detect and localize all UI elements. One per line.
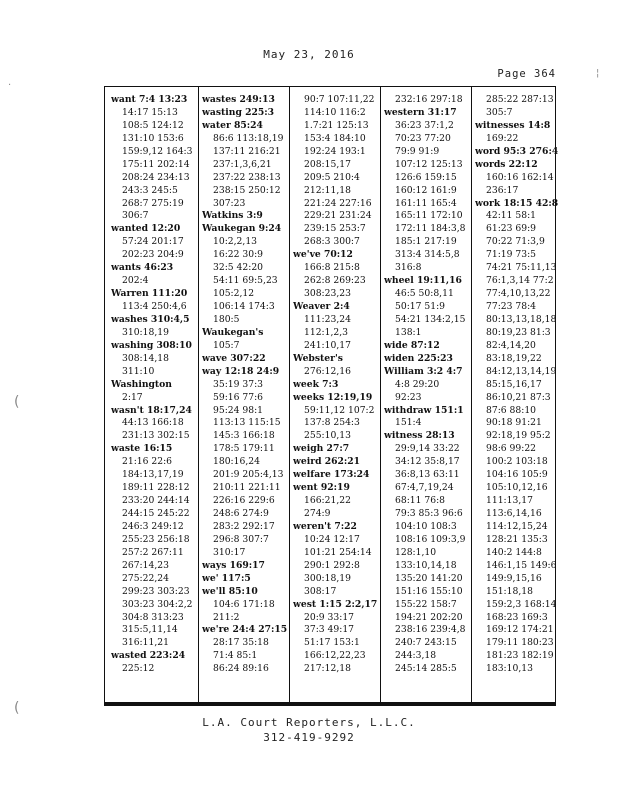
index-entry-reference: 300:18,19 — [304, 572, 351, 584]
index-entry-reference: 202:23 204:9 — [122, 249, 184, 261]
index-entry-reference: 160:12 161:9 — [395, 184, 457, 196]
index-entry-reference: 104:6 171:18 — [213, 598, 275, 610]
index-entry-reference: 307:23 — [213, 197, 246, 209]
index-entry-reference: 77:23 78:4 — [486, 301, 537, 312]
index-entry-reference: 137:11 216:21 — [213, 145, 281, 157]
index-entry-reference: 201:9 205:4,13 — [213, 469, 284, 481]
index-entry-reference: 211:2 — [213, 611, 240, 623]
index-entry-word: week 7:3 — [293, 378, 339, 390]
index-entry-reference: 101:21 254:14 — [304, 546, 372, 558]
index-entry-reference: 131:10 153:6 — [122, 132, 184, 144]
index-entry-reference: 183:10,13 — [486, 663, 533, 675]
index-entry-reference: 20:9 33:17 — [304, 611, 355, 623]
index-entry-reference: 70:22 71:3,9 — [486, 236, 545, 248]
column-divider — [471, 87, 472, 705]
index-entry-reference: 92:18,19 95:2 — [486, 430, 551, 442]
index-entry-reference: 138:1 — [395, 326, 422, 338]
index-entry-reference: 239:15 253:7 — [304, 223, 366, 235]
index-entry-reference: 61:23 69:9 — [486, 223, 537, 235]
index-entry-reference: 194:21 202:20 — [395, 611, 463, 623]
index-entry-reference: 151:18,18 — [486, 585, 533, 597]
index-entry-word: word 95:3 276:4 — [475, 145, 559, 157]
index-entry-reference: 244:15 245:22 — [122, 508, 190, 519]
index-entry-reference: 180:16,24 — [213, 456, 260, 468]
index-entry-reference: 140:2 144:8 — [486, 546, 542, 558]
index-entry-reference: 217:12,18 — [304, 663, 351, 675]
index-entry-reference: 316:11,21 — [122, 637, 169, 649]
index-entry-word: waste 16:15 — [111, 443, 173, 455]
index-entry-reference: 37:3 49:17 — [304, 624, 355, 636]
index-entry-reference: 59:11,12 107:2 — [304, 404, 375, 416]
page-number: Page 364 — [497, 68, 556, 80]
index-entry-reference: 36:8,13 63:11 — [395, 469, 460, 481]
column-divider — [289, 87, 290, 705]
index-entry-word: William 3:2 4:7 — [384, 365, 463, 377]
index-entry-reference: 238:15 250:12 — [213, 184, 281, 196]
index-entry-word: weren't 7:22 — [293, 520, 357, 532]
index-column-3 — [293, 94, 381, 676]
index-entry-reference: 98:6 99:22 — [486, 443, 537, 455]
index-entry-reference: 202:4 — [122, 275, 149, 287]
index-entry-word: wasting 225:3 — [202, 106, 275, 118]
index-entry-reference: 14:17 15:13 — [122, 106, 178, 118]
index-entry-word: we've 70:12 — [293, 249, 353, 261]
index-entry-reference: 313:4 314:5,8 — [395, 249, 460, 261]
index-entry-reference: 111:23,24 — [304, 313, 351, 325]
index-entry-reference: 92:23 — [395, 391, 422, 403]
index-entry-reference: 90:18 91:21 — [486, 417, 542, 429]
index-entry-reference: 113:13 115:15 — [213, 417, 281, 429]
index-entry-reference: 237:22 238:13 — [213, 171, 281, 183]
index-entry-word: Weaver 2:4 — [293, 301, 350, 312]
index-entry-word: weird 262:21 — [293, 456, 361, 468]
index-entry-reference: 105:2,12 — [213, 288, 255, 300]
index-entry-reference: 305:7 — [486, 106, 513, 118]
index-entry-reference: 108:16 109:3,9 — [395, 533, 466, 545]
index-entry-word: wasn't 18:17,24 — [111, 404, 192, 416]
index-entry-reference: 238:16 239:4,8 — [395, 624, 466, 636]
index-entry-reference: 155:22 158:7 — [395, 598, 457, 610]
index-entry-reference: 159:2,3 168:14 — [486, 598, 557, 610]
index-entry-reference: 77:4,10,13,22 — [486, 288, 551, 300]
index-entry-reference: 311:10 — [122, 365, 155, 377]
index-entry-reference: 105:7 — [213, 339, 240, 351]
index-entry-word: work 18:15 42:8 — [475, 197, 559, 209]
index-entry-reference: 83:18,19,22 — [486, 352, 542, 364]
index-entry-reference: 80:19,23 81:3 — [486, 326, 551, 338]
index-entry-reference: 237:1,3,6,21 — [213, 158, 272, 170]
index-entry-reference: 303:23 304:2,2 — [122, 598, 193, 610]
index-entry-word: withdraw 151:1 — [384, 404, 464, 416]
index-entry-reference: 181:23 182:19 — [486, 650, 554, 662]
index-entry-reference: 185:1 217:19 — [395, 236, 457, 248]
index-entry-reference: 151:16 155:10 — [395, 585, 463, 597]
index-entry-reference: 160:16 162:14 — [486, 171, 554, 183]
index-entry-word: wheel 19:11,16 — [384, 275, 462, 287]
index-entry-word: weigh 27:7 — [293, 443, 350, 455]
index-entry-reference: 10:2,2,13 — [213, 236, 258, 248]
index-entry-reference: 255:10,13 — [304, 430, 351, 442]
index-entry-word: Waukegan's — [202, 326, 264, 338]
index-entry-reference: 275:22,24 — [122, 572, 169, 584]
index-entry-reference: 71:4 85:1 — [213, 650, 258, 662]
index-entry-reference: 276:12,16 — [304, 365, 351, 377]
index-entry-reference: 50:17 51:9 — [395, 301, 446, 312]
column-divider — [380, 87, 381, 705]
index-entry-reference: 145:3 166:18 — [213, 430, 275, 442]
scan-mark: ¦ — [596, 68, 600, 79]
index-entry-reference: 304:8 313:23 — [122, 611, 184, 623]
index-entry-reference: 133:10,14,18 — [395, 559, 457, 571]
index-entry-word: words 22:12 — [475, 158, 538, 170]
index-entry-word: way 12:18 24:9 — [202, 365, 280, 377]
index-entry-reference: 306:7 — [122, 210, 149, 222]
index-entry-reference: 112:1,2,3 — [304, 326, 349, 338]
index-entry-reference: 166:21,22 — [304, 495, 351, 507]
index-entry-reference: 209:5 210:4 — [304, 171, 360, 183]
index-entry-reference: 283:2 292:17 — [213, 520, 275, 532]
index-entry-reference: 268:7 275:19 — [122, 197, 184, 209]
index-entry-reference: 34:12 35:8,17 — [395, 456, 460, 468]
index-entry-reference: 114:10 116:2 — [304, 106, 366, 118]
index-entry-reference: 79:3 85:3 96:6 — [395, 508, 463, 519]
index-column-2 — [202, 94, 290, 676]
index-entry-reference: 146:1,15 149:6 — [486, 559, 557, 571]
index-entry-reference: 151:4 — [395, 417, 422, 429]
index-entry-reference: 21:16 22:6 — [122, 456, 173, 468]
index-entry-reference: 257:2 267:11 — [122, 546, 184, 558]
index-entry-word: went 92:19 — [293, 482, 350, 494]
index-entry-reference: 299:23 303:23 — [122, 585, 190, 597]
index-entry-reference: 179:11 180:23 — [486, 637, 554, 649]
index-entry-reference: 106:14 174:3 — [213, 301, 275, 312]
index-entry-reference: 310:18,19 — [122, 326, 169, 338]
index-entry-reference: 95:24 98:1 — [213, 404, 264, 416]
index-entry-reference: 68:11 76:8 — [395, 495, 446, 507]
index-entry-reference: 169:22 — [486, 132, 519, 144]
index-entry-reference: 165:11 172:10 — [395, 210, 463, 222]
index-entry-reference: 310:17 — [213, 546, 246, 558]
index-entry-word: witnesses 14:8 — [475, 119, 551, 131]
index-entry-reference: 2:17 — [122, 391, 143, 403]
index-entry-word: wasted 223:24 — [111, 650, 186, 662]
word-index-box — [104, 86, 559, 706]
index-entry-reference: 184:13,17,19 — [122, 469, 184, 481]
index-entry-reference: 59:16 77:6 — [213, 391, 264, 403]
index-entry-reference: 166:8 215:8 — [304, 262, 360, 274]
index-entry-reference: 108:5 124:12 — [122, 119, 184, 131]
index-entry-reference: 70:23 77:20 — [395, 132, 451, 144]
index-entry-reference: 126:6 159:15 — [395, 171, 457, 183]
index-entry-reference: 233:20 244:14 — [122, 495, 190, 507]
index-entry-reference: 104:10 108:3 — [395, 520, 457, 532]
index-entry-reference: 4:8 29:20 — [395, 378, 440, 390]
index-entry-word: we' 117:5 — [202, 572, 251, 584]
index-entry-reference: 128:21 135:3 — [486, 533, 548, 545]
index-entry-reference: 82:4,14,20 — [486, 339, 536, 351]
index-entry-reference: 245:14 285:5 — [395, 663, 457, 675]
index-entry-reference: 86:10,21 87:3 — [486, 391, 551, 403]
index-column-4 — [384, 94, 472, 676]
index-entry-word: wide 87:12 — [384, 339, 440, 351]
index-entry-word: weeks 12:19,19 — [293, 391, 373, 403]
index-entry-reference: 51:17 153:1 — [304, 637, 360, 649]
index-entry-reference: 262:8 269:23 — [304, 275, 366, 287]
index-entry-reference: 308:14,18 — [122, 352, 169, 364]
index-entry-reference: 107:12 125:13 — [395, 158, 463, 170]
index-entry-reference: 210:11 221:11 — [213, 482, 281, 494]
index-entry-reference: 231:13 302:15 — [122, 430, 190, 442]
index-entry-reference: 308:17 — [304, 585, 337, 597]
index-entry-word: wave 307:22 — [202, 352, 266, 364]
index-entry-reference: 169:12 174:21 — [486, 624, 554, 636]
index-entry-reference: 180:5 — [213, 313, 240, 325]
index-entry-reference: 54:21 134:2,15 — [395, 313, 466, 325]
index-entry-reference: 54:11 69:5,23 — [213, 275, 278, 287]
index-entry-reference: 159:9,12 164:3 — [122, 145, 193, 157]
index-entry-reference: 255:23 256:18 — [122, 533, 190, 545]
index-entry-reference: 104:16 105:9 — [486, 469, 548, 481]
index-entry-word: wastes 249:13 — [202, 94, 275, 105]
index-entry-reference: 240:7 243:15 — [395, 637, 457, 649]
index-entry-reference: 192:24 193:1 — [304, 145, 366, 157]
index-entry-word: witness 28:13 — [384, 430, 455, 442]
index-entry-reference: 135:20 141:20 — [395, 572, 463, 584]
index-entry-reference: 243:3 245:5 — [122, 184, 178, 196]
index-entry-word: washing 308:10 — [111, 339, 192, 351]
index-entry-reference: 29:9,14 33:22 — [395, 443, 460, 455]
index-entry-reference: 113:6,14,16 — [486, 508, 542, 519]
index-entry-reference: 248:6 274:9 — [213, 508, 269, 519]
index-entry-reference: 36:23 37:1,2 — [395, 119, 454, 131]
column-divider — [198, 87, 199, 705]
index-entry-word: Watkins 3:9 — [202, 210, 263, 222]
index-entry-reference: 315:5,11,14 — [122, 624, 178, 636]
index-entry-word: Webster's — [293, 352, 343, 364]
index-entry-reference: 308:23,23 — [304, 288, 351, 300]
index-entry-reference: 28:17 35:18 — [213, 637, 269, 649]
index-entry-reference: 76:1,3,14 77:2 — [486, 275, 554, 287]
index-entry-reference: 161:11 165:4 — [395, 197, 457, 209]
index-entry-word: wants 46:23 — [111, 262, 174, 274]
index-entry-reference: 166:12,22,23 — [304, 650, 366, 662]
index-entry-word: ways 169:17 — [202, 559, 265, 571]
scan-mark: ( — [14, 700, 20, 716]
index-entry-reference: 232:16 297:18 — [395, 94, 463, 105]
index-entry-reference: 241:10,17 — [304, 339, 351, 351]
index-entry-reference: 32:5 42:20 — [213, 262, 264, 274]
index-entry-reference: 268:3 300:7 — [304, 236, 360, 248]
index-column-5 — [475, 94, 563, 676]
index-entry-word: washes 310:4,5 — [111, 313, 190, 325]
index-entry-reference: 316:8 — [395, 262, 422, 274]
index-entry-reference: 149:9,15,16 — [486, 572, 542, 584]
index-entry-word: west 1:15 2:2,17 — [293, 598, 378, 610]
index-entry-reference: 111:13,17 — [486, 495, 533, 507]
index-entry-word: welfare 173:24 — [293, 469, 370, 481]
index-entry-reference: 208:15,17 — [304, 158, 351, 170]
index-entry-reference: 44:13 166:18 — [122, 417, 184, 429]
bottom-rule — [104, 702, 556, 706]
index-entry-reference: 285:22 287:13 — [486, 94, 554, 105]
index-entry-reference: 221:24 227:16 — [304, 197, 372, 209]
index-entry-reference: 80:13,13,18,18 — [486, 313, 557, 325]
index-entry-reference: 128:1,10 — [395, 546, 437, 558]
index-entry-reference: 90:7 107:11,22 — [304, 94, 375, 105]
index-entry-reference: 175:11 202:14 — [122, 158, 190, 170]
index-entry-reference: 86:6 113:18,19 — [213, 132, 284, 144]
index-entry-word: Waukegan 9:24 — [202, 223, 282, 235]
scan-mark: ( — [14, 394, 20, 410]
index-entry-reference: 71:19 73:5 — [486, 249, 537, 261]
index-entry-reference: 178:5 179:11 — [213, 443, 275, 455]
index-entry-reference: 74:21 75:11,13 — [486, 262, 557, 274]
index-entry-reference: 168:23 169:3 — [486, 611, 548, 623]
index-entry-word: Washington — [111, 378, 172, 390]
index-entry-reference: 84:12,13,14,19 — [486, 365, 557, 377]
index-entry-reference: 86:24 89:16 — [213, 663, 269, 675]
index-entry-reference: 114:12,15,24 — [486, 520, 548, 532]
index-entry-reference: 296:8 307:7 — [213, 533, 269, 545]
index-entry-word: we're 24:4 27:15 — [202, 624, 288, 636]
index-entry-reference: 10:24 12:17 — [304, 533, 360, 545]
index-entry-word: water 85:24 — [202, 119, 263, 131]
index-entry-reference: 236:17 — [486, 184, 519, 196]
index-entry-reference: 229:21 231:24 — [304, 210, 372, 222]
index-entry-reference: 42:11 58:1 — [486, 210, 537, 222]
index-entry-reference: 46:5 50:8,11 — [395, 288, 454, 300]
index-entry-reference: 105:10,12,16 — [486, 482, 548, 494]
index-entry-reference: 57:24 201:17 — [122, 236, 184, 248]
index-entry-word: wanted 12:20 — [111, 223, 181, 235]
index-entry-reference: 267:14,23 — [122, 559, 169, 571]
index-entry-reference: 208:24 234:13 — [122, 171, 190, 183]
footer-phone: 312-419-9292 — [263, 731, 355, 744]
index-entry-word: want 7:4 13:23 — [111, 94, 188, 105]
index-entry-word: widen 225:23 — [384, 352, 453, 364]
index-entry-word: Warren 111:20 — [111, 288, 188, 300]
index-entry-reference: 274:9 — [304, 508, 331, 519]
index-entry-word: we'll 85:10 — [202, 585, 258, 597]
index-entry-reference: 137:8 254:3 — [304, 417, 360, 429]
index-entry-reference: 172:11 184:3,8 — [395, 223, 466, 235]
index-entry-reference: 189:11 228:12 — [122, 482, 190, 494]
index-entry-reference: 16:22 30:9 — [213, 249, 264, 261]
index-column-1 — [111, 94, 199, 676]
index-entry-reference: 85:15,16,17 — [486, 378, 542, 390]
index-entry-reference: 100:2 103:18 — [486, 456, 548, 468]
index-entry-reference: 79:9 91:9 — [395, 145, 440, 157]
index-entry-reference: 35:19 37:3 — [213, 378, 264, 390]
index-entry-reference: 225:12 — [122, 663, 155, 675]
footer-company: L.A. Court Reporters, L.L.C. — [202, 716, 416, 729]
index-entry-reference: 226:16 229:6 — [213, 495, 275, 507]
index-entry-reference: 290:1 292:8 — [304, 559, 360, 571]
index-entry-reference: 113:4 250:4,6 — [122, 301, 187, 312]
index-entry-reference: 246:3 249:12 — [122, 520, 184, 532]
page-date: May 23, 2016 — [263, 48, 355, 61]
index-entry-word: western 31:17 — [384, 106, 457, 118]
index-entry-reference: 153:4 184:10 — [304, 132, 366, 144]
index-entry-reference: 67:4,7,19,24 — [395, 482, 454, 494]
index-entry-reference: 1.7:21 125:13 — [304, 119, 369, 131]
index-entry-reference: 244:3,18 — [395, 650, 437, 662]
index-entry-reference: 87:6 88:10 — [486, 404, 537, 416]
scan-mark: · — [8, 80, 12, 91]
index-entry-reference: 212:11,18 — [304, 184, 351, 196]
